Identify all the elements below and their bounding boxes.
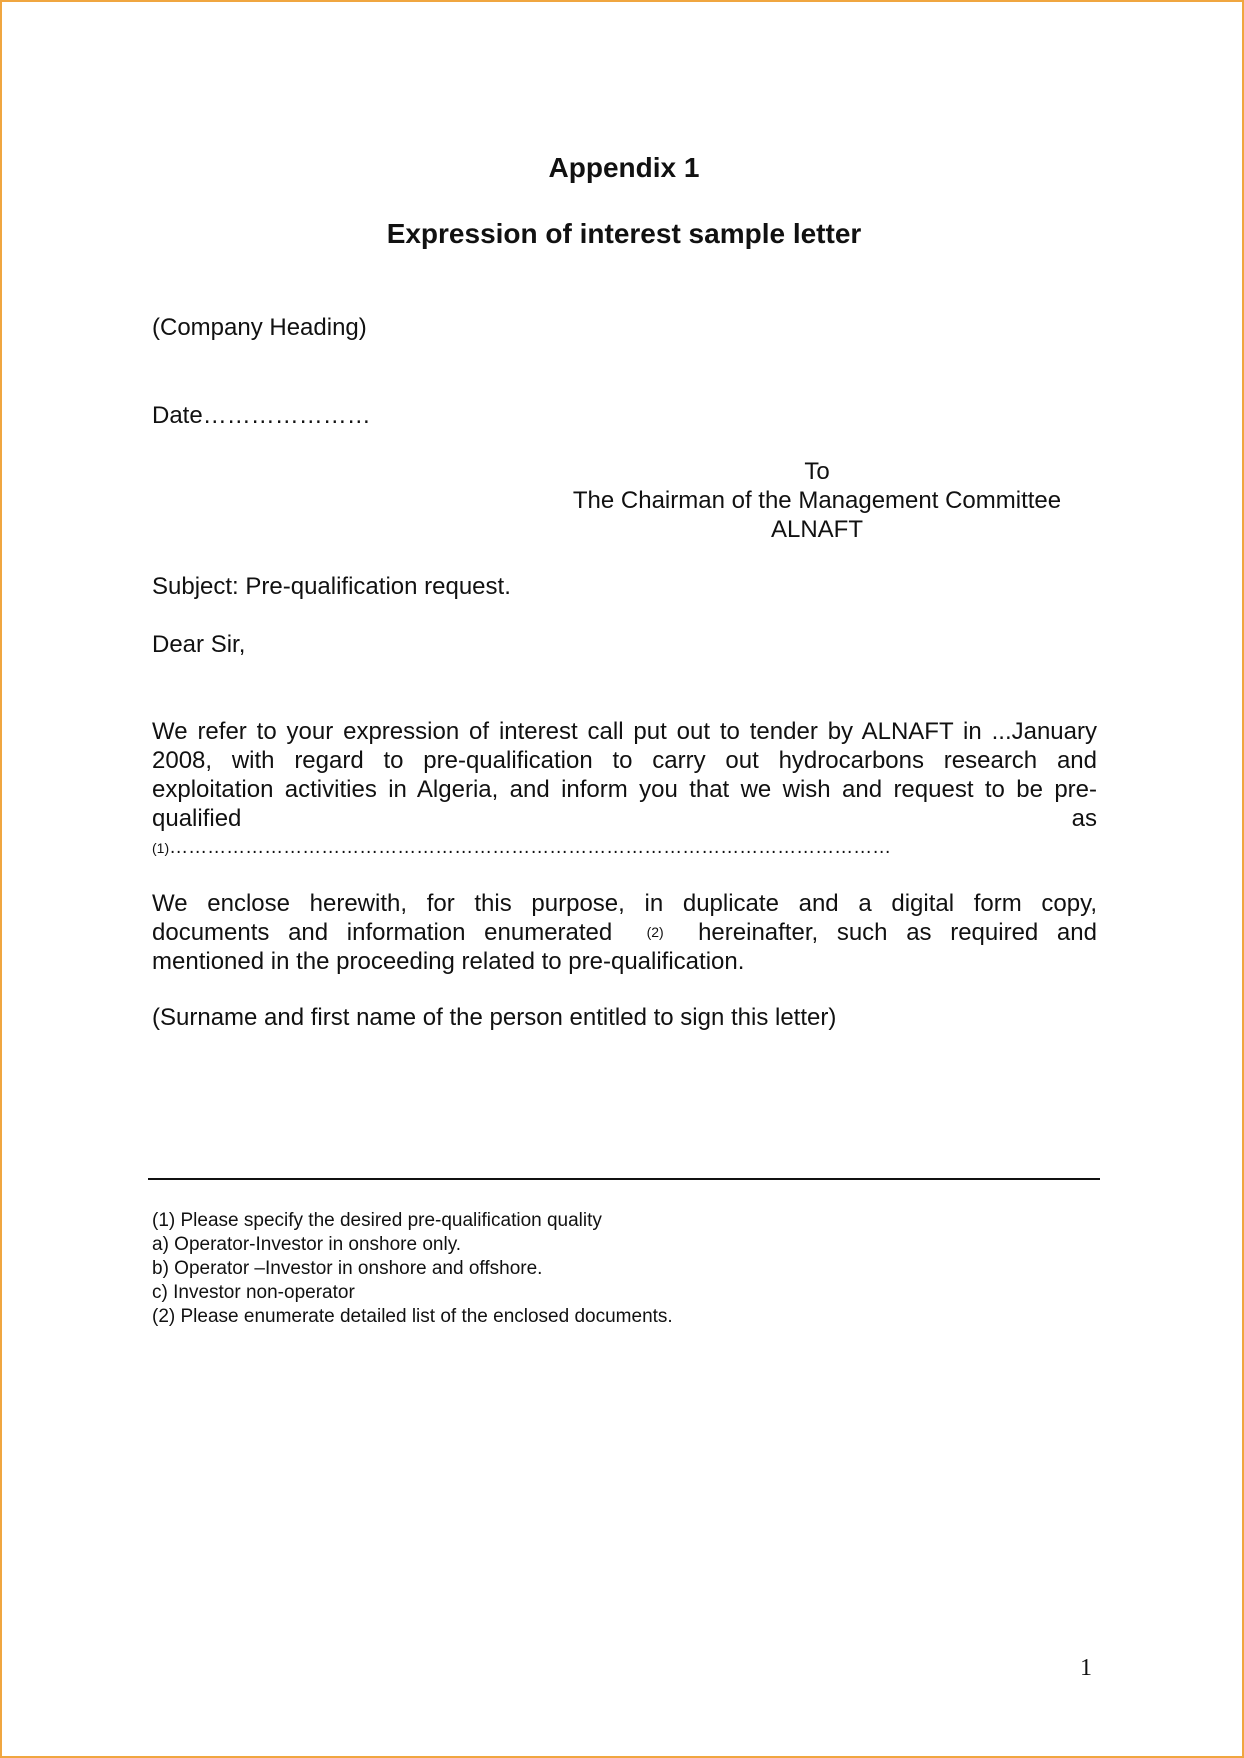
footnote-marker-2: (2)	[646, 924, 664, 940]
signatory-line: (Surname and first name of the person entitled to sign this letter)	[152, 1004, 837, 1031]
document-title: Expression of interest sample letter	[386, 218, 862, 249]
recipient-organization: ALNAFT	[770, 516, 863, 543]
page-number: 1	[1080, 1655, 1092, 1681]
footnote-item: c) Investor non-operator	[152, 1282, 355, 1303]
footnote-item: b) Operator –Investor in onshore and offshore.	[152, 1258, 543, 1279]
footnote-separator	[148, 1178, 1100, 1180]
enclosure-text-before: documents and information enumerated	[152, 919, 613, 946]
footnotes	[152, 1209, 673, 1329]
paragraph-request-line: We refer to your expression of interest call put out to tender by ALNAFT in ...January	[152, 718, 1097, 745]
footnote-marker-1: (1)	[152, 840, 170, 856]
company-heading: (Company Heading)	[152, 314, 367, 341]
paragraph-request-line	[152, 804, 1097, 833]
qualification-fill-line	[152, 833, 1097, 863]
paragraph-enclosure	[152, 889, 1097, 976]
footnote-item: a) Operator-Investor in onshore only.	[152, 1234, 462, 1255]
recipient-addressee: The Chairman of the Management Committee	[572, 487, 1062, 514]
subject-line: Subject: Pre-qualification request.	[152, 573, 511, 600]
as-word: as	[1071, 805, 1097, 832]
paragraph-request	[152, 717, 1097, 863]
enclosure-text-after: hereinafter, such as required and	[698, 919, 1097, 946]
paragraph-request-line: 2008, with regard to pre-qualification to carry out hydrocarbons research and	[152, 747, 1097, 774]
appendix-title: Appendix 1	[548, 152, 700, 183]
footnote-item: (1) Please specify the desired pre-qualification quality	[152, 1210, 602, 1231]
qualified-word: qualified	[152, 805, 242, 832]
paragraph-enclosure-line: mentioned in the proceeding related to pre-qualification.	[152, 948, 745, 975]
date-line: Date…………………	[152, 402, 371, 429]
paragraph-request-line: exploitation activities in Algeria, and inform you that we wish and request to be pre-	[152, 776, 1097, 803]
recipient-to: To	[804, 458, 830, 485]
fill-dots: ……………………………………………………………………………………………………	[169, 837, 892, 858]
paragraph-enclosure-line: We enclose herewith, for this purpose, in duplicate and a digital form copy,	[152, 890, 1097, 917]
footnote-item: (2) Please enumerate detailed list of the enclosed documents.	[152, 1306, 673, 1327]
salutation: Dear Sir,	[152, 631, 246, 658]
paragraph-enclosure-line	[152, 918, 1097, 947]
